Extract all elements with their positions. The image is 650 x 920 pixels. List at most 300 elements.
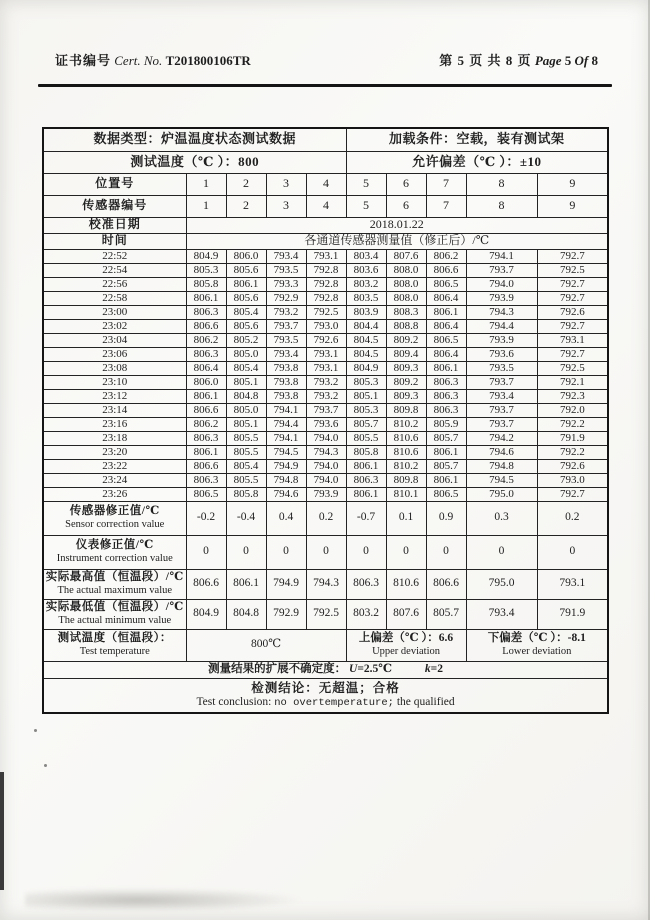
value-cell: 805.6 xyxy=(226,319,266,333)
value-cell: 809.3 xyxy=(386,389,426,403)
value-cell: 9 xyxy=(537,173,608,195)
value-cell: 794.3 xyxy=(306,569,346,599)
value-cell: 793.7 xyxy=(466,417,537,431)
value-cell: 806.3 xyxy=(346,473,386,487)
scan-speck xyxy=(34,729,37,732)
value-cell: 805.7 xyxy=(426,431,466,445)
cert-label-zh: 证书编号 xyxy=(55,53,112,68)
allowed-deviation-cell: 允许偏差（℃ ）：±10 xyxy=(346,151,608,173)
value-cell: 805.4 xyxy=(226,459,266,473)
value-cell: 0 xyxy=(266,535,306,569)
value-cell: 791.9 xyxy=(537,599,608,629)
value-cell: 0.2 xyxy=(306,501,346,535)
page-info-zh: 第 5 页 共 8 页 xyxy=(439,53,532,68)
value-cell: 794.0 xyxy=(306,473,346,487)
position-row xyxy=(43,173,608,195)
data-type-cell: 数据类型：炉温温度状态测试数据 xyxy=(43,128,346,151)
value-cell: 805.2 xyxy=(226,333,266,347)
value-cell: 793.5 xyxy=(466,361,537,375)
value-cell: 806.2 xyxy=(426,249,466,263)
value-cell: 793.6 xyxy=(306,417,346,431)
measurement-row xyxy=(43,375,608,389)
value-cell: 794.4 xyxy=(266,417,306,431)
value-cell: 7 xyxy=(426,173,466,195)
value-cell: 806.2 xyxy=(186,417,226,431)
conclusion-zh: 检测结论：无超温；合格 xyxy=(251,681,400,696)
value-cell: 3 xyxy=(266,173,306,195)
value-cell: 805.3 xyxy=(346,403,386,417)
value-cell: 806.4 xyxy=(186,361,226,375)
value-cell: 809.2 xyxy=(386,375,426,389)
value-cell: 792.7 xyxy=(537,291,608,305)
value-cell: 793.9 xyxy=(466,333,537,347)
actual-maximum-label-en: The actual maximum value xyxy=(57,584,173,596)
value-cell: 792.2 xyxy=(537,445,608,459)
value-cell: 0 xyxy=(466,535,537,569)
value-cell: 794.1 xyxy=(266,403,306,417)
value-cell: 792.7 xyxy=(537,319,608,333)
value-cell: 793.1 xyxy=(306,361,346,375)
time-header-row xyxy=(43,233,608,249)
time-cell: 23:26 xyxy=(43,487,186,501)
value-cell: -0.4 xyxy=(226,501,266,535)
value-cell: 1 xyxy=(186,173,226,195)
value-cell: 4 xyxy=(306,195,346,217)
value-cell: 803.9 xyxy=(346,305,386,319)
value-cell: 810.2 xyxy=(386,417,426,431)
value-cell: 792.6 xyxy=(537,459,608,473)
value-cell: 793.9 xyxy=(466,291,537,305)
measurement-row xyxy=(43,333,608,347)
value-cell: 792.6 xyxy=(306,333,346,347)
page-number-line xyxy=(439,50,598,69)
time-cell: 23:16 xyxy=(43,417,186,431)
actual-minimum-row xyxy=(43,599,608,629)
value-cell: 809.3 xyxy=(386,361,426,375)
value-cell: 793.0 xyxy=(306,319,346,333)
value-cell: 808.8 xyxy=(386,319,426,333)
instrument-correction-label xyxy=(43,535,186,569)
value-cell: 793.9 xyxy=(306,487,346,501)
value-cell: 805.8 xyxy=(186,277,226,291)
actual-maximum-label-zh: 实际最高值（恒温段）/℃ xyxy=(45,571,184,584)
value-cell: 806.3 xyxy=(186,305,226,319)
value-cell: 806.5 xyxy=(426,277,466,291)
value-cell: 3 xyxy=(266,195,306,217)
value-cell: 792.8 xyxy=(306,277,346,291)
value-cell: 807.6 xyxy=(386,249,426,263)
upper-deviation-zh: 上偏差（℃ ）：6.6 xyxy=(358,632,454,645)
value-cell: 792.5 xyxy=(306,305,346,319)
value-cell: 804.5 xyxy=(346,347,386,361)
value-cell: 806.6 xyxy=(426,569,466,599)
test-temperature-row xyxy=(43,629,608,661)
actual-maximum-row xyxy=(43,569,608,599)
value-cell: 792.2 xyxy=(537,417,608,431)
value-cell: 793.1 xyxy=(306,249,346,263)
value-cell: 793.5 xyxy=(266,333,306,347)
value-cell: 792.9 xyxy=(266,599,306,629)
value-cell: 806.1 xyxy=(426,305,466,319)
scan-speck xyxy=(44,764,47,767)
value-cell: 793.2 xyxy=(306,389,346,403)
value-cell: 805.1 xyxy=(226,375,266,389)
value-cell: 805.5 xyxy=(226,431,266,445)
value-cell: 804.9 xyxy=(346,361,386,375)
value-cell: 793.7 xyxy=(466,263,537,277)
value-cell: 805.4 xyxy=(226,305,266,319)
value-cell: 792.5 xyxy=(306,599,346,629)
value-cell: 806.6 xyxy=(186,403,226,417)
value-cell: 794.3 xyxy=(466,305,537,319)
value-cell: 8 xyxy=(466,195,537,217)
uncertainty-row xyxy=(43,661,608,678)
value-cell: 792.3 xyxy=(537,389,608,403)
value-cell: 806.5 xyxy=(426,333,466,347)
instrument-correction-label-zh: 仪表修正值/℃ xyxy=(75,539,154,552)
value-cell: -0.7 xyxy=(346,501,386,535)
value-cell: 803.5 xyxy=(346,291,386,305)
measurement-row xyxy=(43,431,608,445)
value-cell: 7 xyxy=(426,195,466,217)
value-cell: 808.3 xyxy=(386,305,426,319)
value-cell: 806.6 xyxy=(426,263,466,277)
measurement-table xyxy=(42,127,609,714)
value-cell: 794.1 xyxy=(466,249,537,263)
conclusion-en xyxy=(44,696,607,709)
value-cell: 793.7 xyxy=(306,403,346,417)
value-cell: 792.5 xyxy=(537,361,608,375)
value-cell: 805.5 xyxy=(226,445,266,459)
conclusion-row xyxy=(43,678,608,713)
value-cell: 791.9 xyxy=(537,431,608,445)
value-cell: 806.4 xyxy=(426,291,466,305)
value-cell: 806.3 xyxy=(426,403,466,417)
value-cell: 794.2 xyxy=(466,431,537,445)
value-cell: 794.6 xyxy=(466,445,537,459)
value-cell: 810.6 xyxy=(386,431,426,445)
value-cell: 793.1 xyxy=(537,333,608,347)
value-cell: 793.2 xyxy=(266,305,306,319)
time-label: 时间 xyxy=(43,233,186,249)
value-cell: 803.2 xyxy=(346,277,386,291)
sensor-label: 传感器编号 xyxy=(43,195,186,217)
value-cell: 793.8 xyxy=(266,361,306,375)
conclusion-en-mono: no overtemperature; xyxy=(274,696,394,709)
value-cell: 803.6 xyxy=(346,263,386,277)
value-cell: 795.0 xyxy=(466,487,537,501)
value-cell: 806.5 xyxy=(186,487,226,501)
scan-smudge xyxy=(25,888,305,910)
uncertainty-u-value: =2.5℃ xyxy=(357,662,393,675)
value-cell: 805.5 xyxy=(226,473,266,487)
value-cell: -0.2 xyxy=(186,501,226,535)
measurement-row xyxy=(43,445,608,459)
value-cell: 805.8 xyxy=(346,445,386,459)
uncertainty-u-var: U xyxy=(349,662,358,675)
value-cell: 806.1 xyxy=(186,389,226,403)
value-cell: 794.8 xyxy=(266,473,306,487)
value-cell: 806.6 xyxy=(186,319,226,333)
sensor-correction-label-zh: 传感器修正值/℃ xyxy=(69,505,160,518)
time-cell: 23:04 xyxy=(43,333,186,347)
value-cell: 2 xyxy=(226,173,266,195)
sensor-row xyxy=(43,195,608,217)
value-cell: 805.6 xyxy=(226,263,266,277)
value-cell: 0 xyxy=(426,535,466,569)
loading-condition-cell: 加载条件：空载，装有测试架 xyxy=(346,128,608,151)
value-cell: 806.1 xyxy=(226,277,266,291)
value-cell: 810.6 xyxy=(386,445,426,459)
meta-row-1 xyxy=(43,128,608,151)
value-cell: 793.1 xyxy=(306,347,346,361)
value-cell: 795.0 xyxy=(466,569,537,599)
measurement-row xyxy=(43,249,608,263)
value-cell: 793.8 xyxy=(266,375,306,389)
value-cell: 793.3 xyxy=(266,277,306,291)
value-cell: 809.4 xyxy=(386,347,426,361)
value-cell: 808.0 xyxy=(386,291,426,305)
value-cell: 0 xyxy=(186,535,226,569)
sensor-correction-label xyxy=(43,501,186,535)
value-cell: 806.0 xyxy=(186,375,226,389)
time-cell: 22:52 xyxy=(43,249,186,263)
actual-maximum-label xyxy=(43,569,186,599)
value-cell: 806.4 xyxy=(426,347,466,361)
value-cell: 793.0 xyxy=(537,473,608,487)
actual-minimum-label xyxy=(43,599,186,629)
value-cell: 805.7 xyxy=(346,417,386,431)
value-cell: 6 xyxy=(386,173,426,195)
value-cell: 792.7 xyxy=(537,347,608,361)
value-cell: 804.4 xyxy=(346,319,386,333)
value-cell: 0 xyxy=(386,535,426,569)
measurement-row xyxy=(43,361,608,375)
value-cell: 794.3 xyxy=(306,445,346,459)
conclusion-en-suffix: the qualified xyxy=(396,695,455,708)
uncertainty-cell xyxy=(43,661,608,678)
value-cell: 0 xyxy=(537,535,608,569)
measurement-row xyxy=(43,417,608,431)
value-cell: 806.2 xyxy=(186,333,226,347)
value-cell: 806.4 xyxy=(426,319,466,333)
measurement-row xyxy=(43,263,608,277)
sensor-correction-row xyxy=(43,501,608,535)
value-cell: 0.1 xyxy=(386,501,426,535)
measurement-row xyxy=(43,291,608,305)
value-cell: 807.6 xyxy=(386,599,426,629)
actual-minimum-label-en: The actual minimum value xyxy=(58,614,172,626)
value-cell: 806.3 xyxy=(346,569,386,599)
cert-label-en: Cert. No. xyxy=(114,53,163,68)
value-cell: 0.4 xyxy=(266,501,306,535)
value-cell: 8 xyxy=(466,173,537,195)
value-cell: 805.7 xyxy=(426,599,466,629)
value-cell: 793.5 xyxy=(266,263,306,277)
measurement-row xyxy=(43,403,608,417)
value-cell: 806.3 xyxy=(186,431,226,445)
measurement-row xyxy=(43,389,608,403)
value-cell: 794.0 xyxy=(306,431,346,445)
value-cell: 806.3 xyxy=(426,375,466,389)
value-cell: 808.0 xyxy=(386,263,426,277)
time-cell: 23:22 xyxy=(43,459,186,473)
value-cell: 794.9 xyxy=(266,569,306,599)
time-cell: 22:54 xyxy=(43,263,186,277)
upper-deviation-cell xyxy=(346,629,466,661)
value-cell: 793.7 xyxy=(466,375,537,389)
value-cell: 794.0 xyxy=(306,459,346,473)
value-cell: 5 xyxy=(346,195,386,217)
value-cell: 805.7 xyxy=(426,459,466,473)
value-cell: 809.8 xyxy=(386,473,426,487)
value-cell: 806.1 xyxy=(226,569,266,599)
value-cell: 793.4 xyxy=(266,249,306,263)
conclusion-cell xyxy=(43,678,608,713)
actual-minimum-label-zh: 实际最低值（恒温段）/℃ xyxy=(45,601,184,614)
value-cell: 806.6 xyxy=(186,459,226,473)
value-cell: 793.7 xyxy=(466,403,537,417)
value-cell: 805.6 xyxy=(226,291,266,305)
value-cell: 804.9 xyxy=(186,599,226,629)
page-label-en: Page xyxy=(534,53,562,68)
value-cell: 805.1 xyxy=(346,389,386,403)
value-cell: 794.1 xyxy=(266,431,306,445)
value-cell: 806.1 xyxy=(426,445,466,459)
value-cell: 2 xyxy=(226,195,266,217)
time-cell: 23:00 xyxy=(43,305,186,319)
value-cell: 0.3 xyxy=(466,501,537,535)
test-temperature-cell: 测试温度（℃ ）：800 xyxy=(43,151,346,173)
measurement-row xyxy=(43,277,608,291)
value-cell: 0.2 xyxy=(537,501,608,535)
channels-header: 各通道传感器测量值（修正后）/℃ xyxy=(186,233,608,249)
value-cell: 809.8 xyxy=(386,403,426,417)
value-cell: 793.2 xyxy=(306,375,346,389)
measurement-row xyxy=(43,473,608,487)
value-cell: 792.7 xyxy=(537,487,608,501)
total-pages: 8 xyxy=(591,53,598,68)
cert-number-line xyxy=(55,50,251,69)
value-cell: 805.3 xyxy=(186,263,226,277)
value-cell: 806.1 xyxy=(346,459,386,473)
value-cell: 792.5 xyxy=(537,263,608,277)
upper-deviation-en: Upper deviation xyxy=(372,645,440,657)
value-cell: 792.7 xyxy=(537,277,608,291)
value-cell: 793.4 xyxy=(466,599,537,629)
value-cell: 793.8 xyxy=(266,389,306,403)
value-cell: 792.7 xyxy=(537,249,608,263)
value-cell: 794.4 xyxy=(466,319,537,333)
value-cell: 806.1 xyxy=(186,291,226,305)
position-label: 位置号 xyxy=(43,173,186,195)
time-cell: 23:06 xyxy=(43,347,186,361)
value-cell: 803.4 xyxy=(346,249,386,263)
value-cell: 808.0 xyxy=(386,277,426,291)
sensor-correction-label-en: Sensor correction value xyxy=(65,518,165,530)
uncertainty-k-var: k xyxy=(424,662,431,675)
value-cell: 804.8 xyxy=(226,599,266,629)
value-cell: 9 xyxy=(537,195,608,217)
value-cell: 804.5 xyxy=(346,333,386,347)
value-cell: 805.1 xyxy=(226,417,266,431)
time-cell: 22:58 xyxy=(43,291,186,305)
value-cell: 792.8 xyxy=(306,263,346,277)
time-cell: 23:02 xyxy=(43,319,186,333)
value-cell: 806.5 xyxy=(426,487,466,501)
lower-deviation-en: Lower deviation xyxy=(502,645,572,657)
measurement-row xyxy=(43,487,608,501)
calibration-date-row xyxy=(43,217,608,233)
value-cell: 792.0 xyxy=(537,403,608,417)
lower-deviation-zh: 下偏差（℃ ）：-8.1 xyxy=(487,632,586,645)
test-temperature-value: 800℃ xyxy=(186,629,346,661)
value-cell: 810.6 xyxy=(386,569,426,599)
value-cell: 0 xyxy=(226,535,266,569)
value-cell: 792.9 xyxy=(266,291,306,305)
lower-deviation-cell xyxy=(466,629,608,661)
value-cell: 804.9 xyxy=(186,249,226,263)
value-cell: 805.8 xyxy=(226,487,266,501)
value-cell: 804.8 xyxy=(226,389,266,403)
value-cell: 5 xyxy=(346,173,386,195)
value-cell: 805.5 xyxy=(346,431,386,445)
value-cell: 4 xyxy=(306,173,346,195)
value-cell: 793.1 xyxy=(537,569,608,599)
calibration-date-value: 2018.01.22 xyxy=(186,217,608,233)
time-cell: 23:08 xyxy=(43,361,186,375)
value-cell: 792.8 xyxy=(306,291,346,305)
value-cell: 806.0 xyxy=(226,249,266,263)
value-cell: 0 xyxy=(346,535,386,569)
value-cell: 805.9 xyxy=(426,417,466,431)
value-cell: 794.6 xyxy=(266,487,306,501)
value-cell: 810.2 xyxy=(386,459,426,473)
time-cell: 23:12 xyxy=(43,389,186,403)
value-cell: 806.1 xyxy=(426,361,466,375)
value-cell: 793.7 xyxy=(266,319,306,333)
value-cell: 809.2 xyxy=(386,333,426,347)
time-cell: 23:14 xyxy=(43,403,186,417)
measurement-row xyxy=(43,305,608,319)
time-cell: 23:24 xyxy=(43,473,186,487)
value-cell: 0.9 xyxy=(426,501,466,535)
time-cell: 23:18 xyxy=(43,431,186,445)
scan-edge-artifact xyxy=(0,772,4,890)
value-cell: 793.4 xyxy=(266,347,306,361)
uncertainty-k-value: =2 xyxy=(430,662,443,675)
page-header xyxy=(55,50,598,69)
cert-number: T201800106TR xyxy=(165,53,251,68)
instrument-correction-row xyxy=(43,535,608,569)
value-cell: 794.5 xyxy=(266,445,306,459)
time-cell: 23:10 xyxy=(43,375,186,389)
value-cell: 805.0 xyxy=(226,403,266,417)
value-cell: 792.1 xyxy=(537,375,608,389)
value-cell: 806.1 xyxy=(346,487,386,501)
test-temperature-label-en: Test temperature xyxy=(79,645,150,657)
of-label: Of xyxy=(574,53,589,68)
time-cell: 23:20 xyxy=(43,445,186,459)
value-cell: 794.0 xyxy=(466,277,537,291)
value-cell: 794.8 xyxy=(466,459,537,473)
value-cell: 792.6 xyxy=(537,305,608,319)
value-cell: 6 xyxy=(386,195,426,217)
value-cell: 0 xyxy=(306,535,346,569)
value-cell: 794.9 xyxy=(266,459,306,473)
conclusion-en-prefix: Test conclusion: xyxy=(196,695,272,708)
value-cell: 805.4 xyxy=(226,361,266,375)
